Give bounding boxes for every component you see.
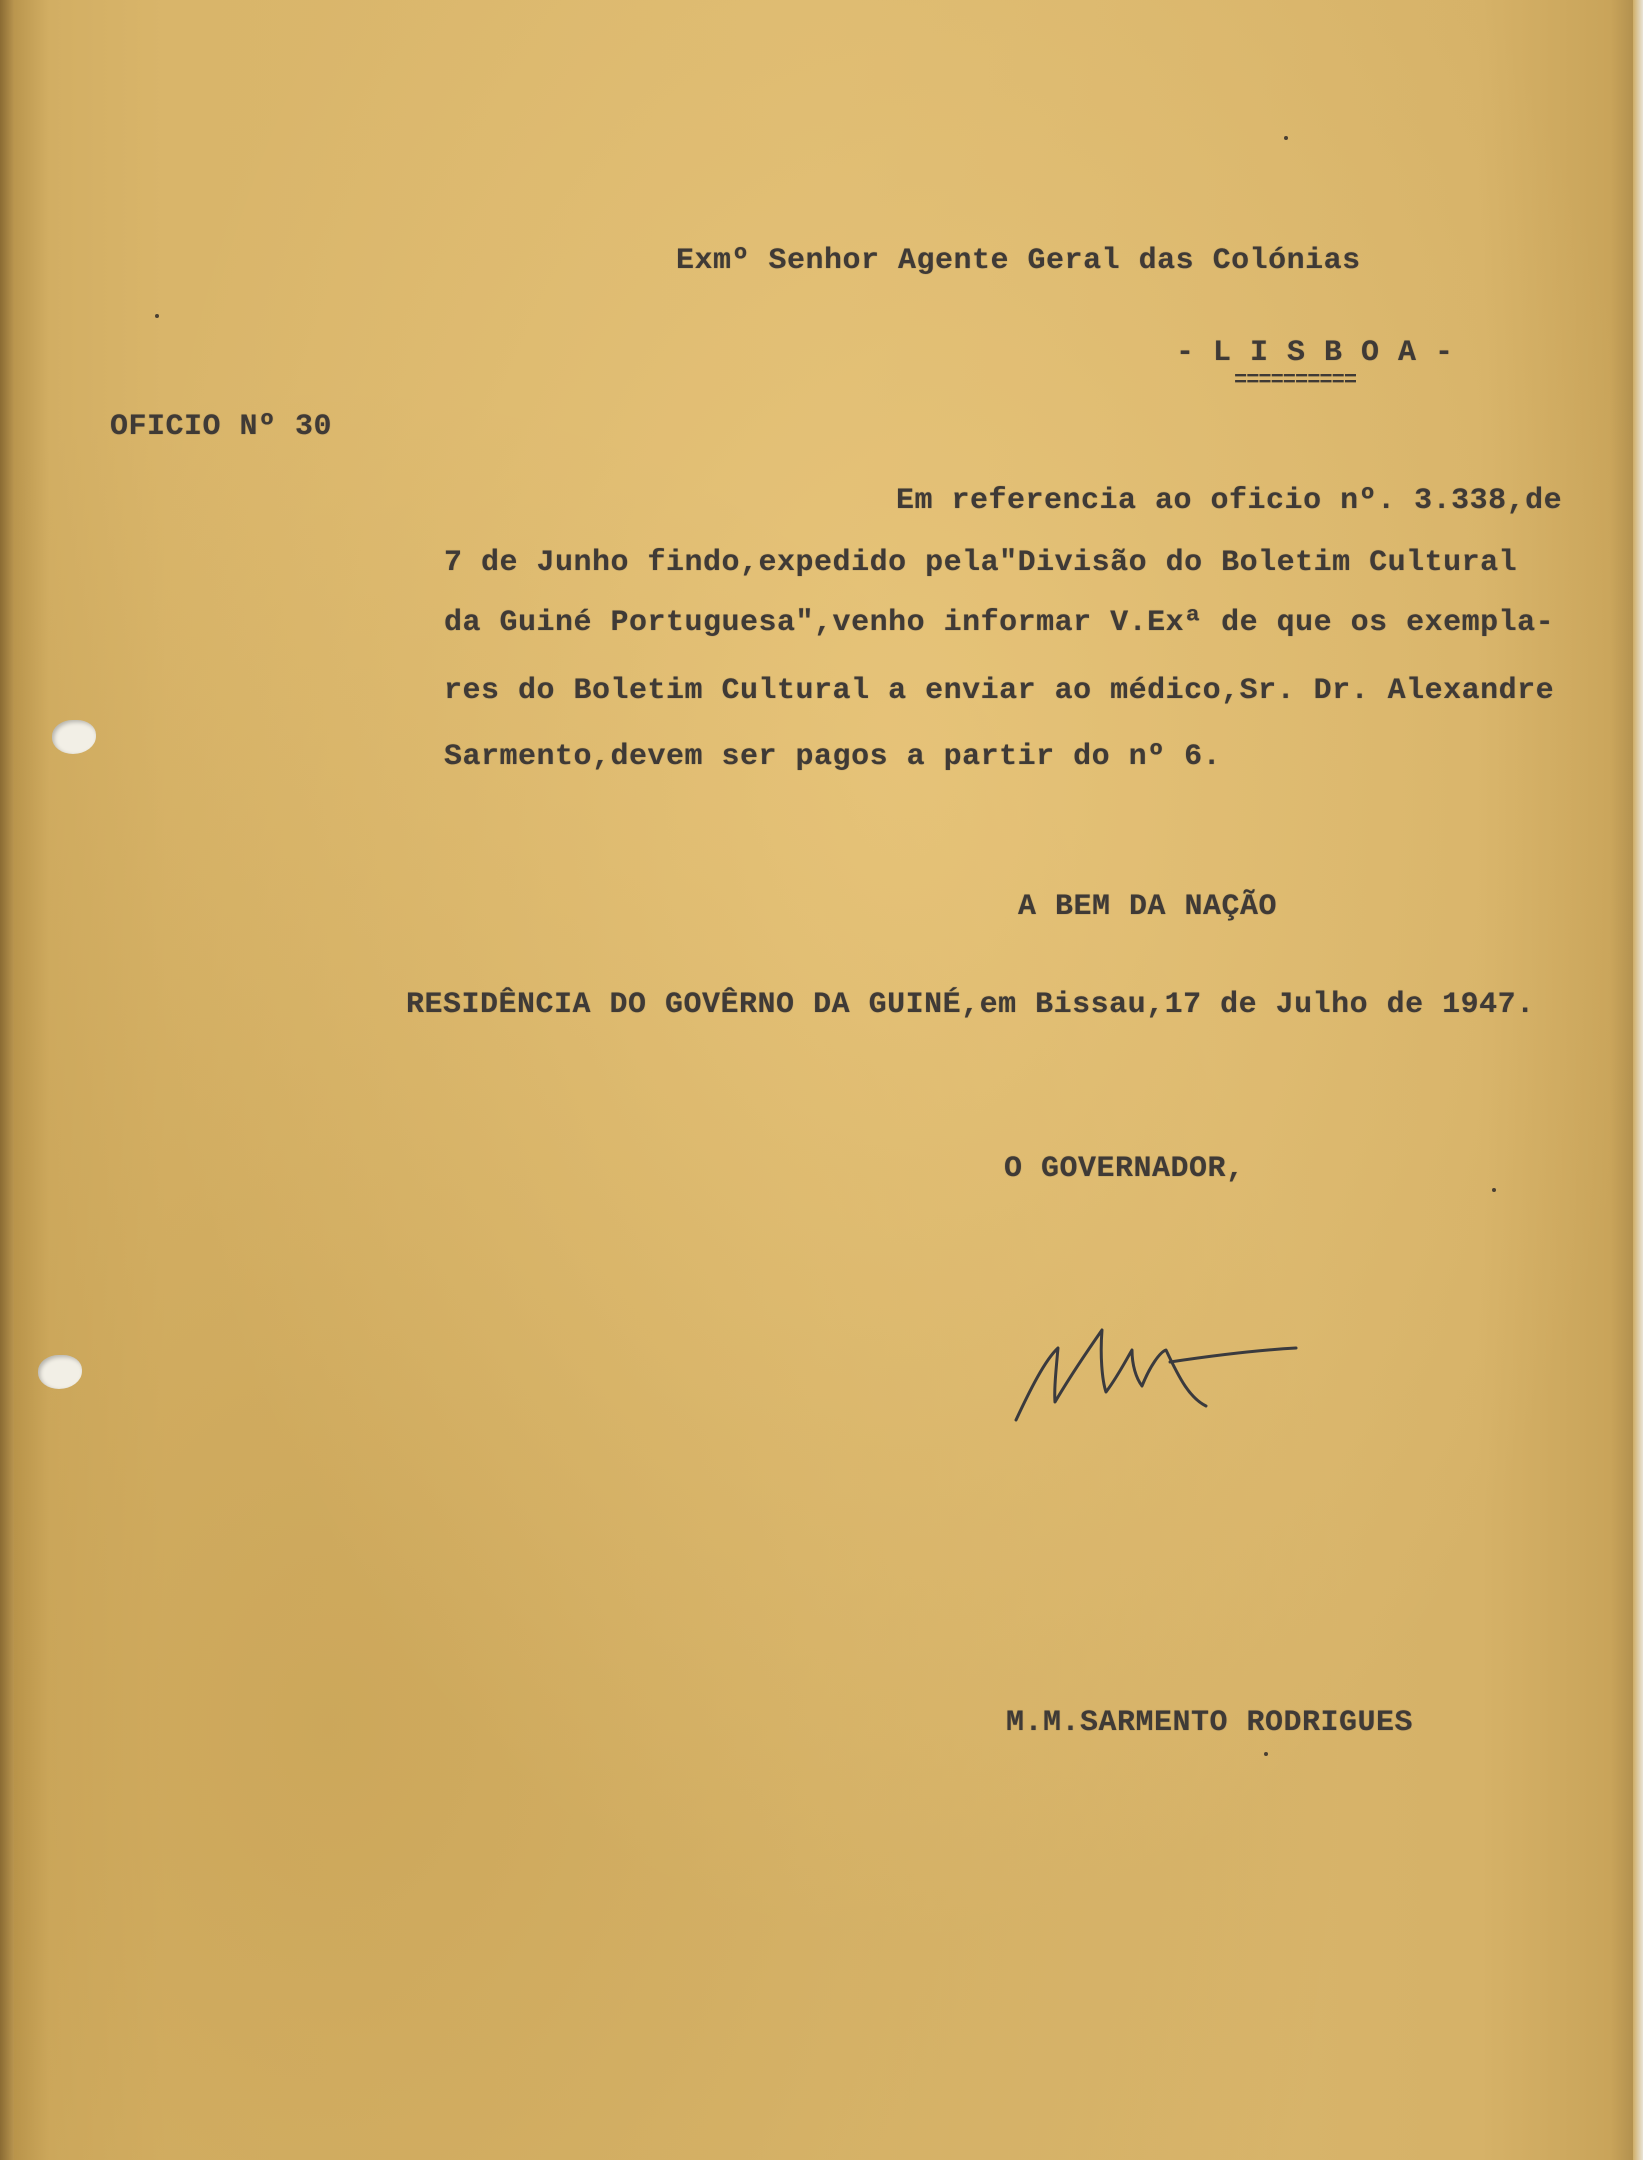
paper-left-edge	[0, 0, 14, 2160]
place-date-line: RESIDÊNCIA DO GOVÊRNO DA GUINÉ,em Bissau,17 de Julho de 1947.	[406, 988, 1535, 1022]
paper-speck	[155, 314, 159, 318]
paper-right-edge	[1633, 0, 1643, 2160]
city-line: - L I S B O A -	[1176, 336, 1454, 370]
paper-speck	[1492, 1188, 1496, 1192]
salutation: A BEM DA NAÇÃO	[1018, 890, 1278, 924]
paper-speck	[1284, 136, 1288, 140]
addressee-line: Exmº Senhor Agente Geral das Colónias	[676, 244, 1361, 278]
body-line-1: Em referencia ao oficio nº. 3.338,de	[896, 484, 1563, 518]
punch-hole-bottom	[38, 1355, 82, 1389]
reference-number: OFICIO Nº 30	[110, 410, 333, 444]
punch-hole-top	[52, 720, 96, 754]
body-line-3: da Guiné Portuguesa",venho informar V.Exª de que os exempla-	[444, 606, 1555, 640]
city-underline: ==========	[1234, 368, 1357, 393]
body-line-2: 7 de Junho findo,expedido pela"Divisão do Boletim Cultural	[444, 546, 1518, 580]
body-line-5: Sarmento,devem ser pagos a partir do nº 6.	[444, 740, 1222, 774]
signatory-title: O GOVERNADOR,	[1004, 1152, 1245, 1186]
paper-speck	[1264, 1752, 1268, 1756]
signatory-name: M.M.SARMENTO RODRIGUES	[1006, 1706, 1414, 1740]
handwritten-signature	[1010, 1310, 1310, 1440]
body-line-4: res do Boletim Cultural a enviar ao médico,Sr. Dr. Alexandre	[444, 674, 1555, 708]
